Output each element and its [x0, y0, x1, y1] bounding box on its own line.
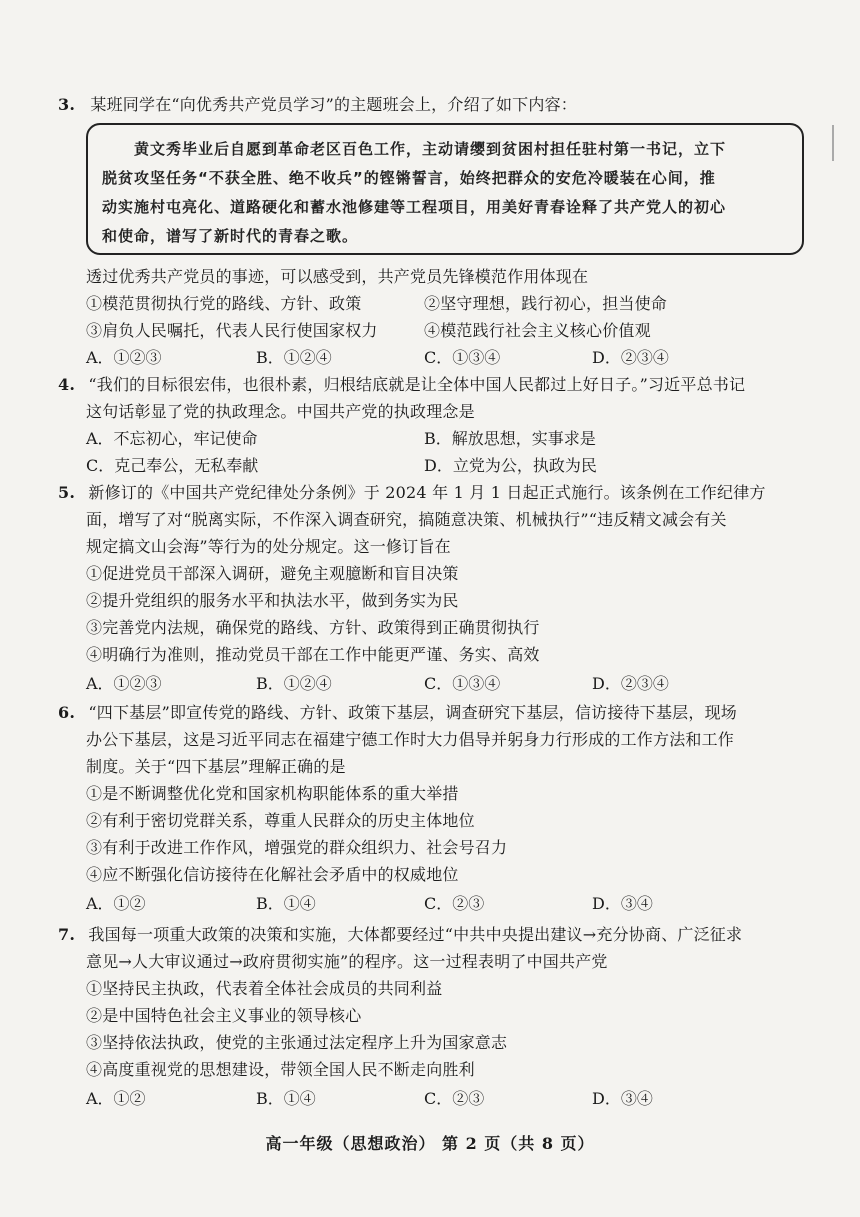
question-number: 4. [58, 375, 76, 394]
question-intro: 某班同学在“向优秀共产党员学习”的主题班会上，介绍了如下内容： [90, 95, 577, 114]
question-stem: 办公下基层，这是习近平同志在福建宁德工作时大力倡导并躬身力行形成的工作方法和工作 [86, 730, 735, 749]
statement-item: ④高度重视党的思想建设，带领全国人民不断走向胜利 [86, 1060, 475, 1079]
statement-item: ①促进党员干部深入调研，避免主观臆断和盲目决策 [86, 564, 459, 583]
question-3 [58, 94, 577, 116]
statement-item: ③有利于改进工作作风，增强党的群众组织力、社会号召力 [86, 838, 508, 857]
question-6 [58, 702, 737, 724]
answer-option-a[interactable]: A．不忘初心，牢记使命 [86, 429, 258, 448]
question-4 [58, 374, 745, 396]
question-number: 3. [58, 95, 76, 114]
question-stem: “四下基层”即宣传党的路线、方针、政策下基层，调查研究下基层，信访接待下基层，现场 [88, 703, 737, 722]
statement-item: ②提升党组织的服务水平和执法水平，做到务实为民 [86, 591, 459, 610]
answer-option-d[interactable]: D．③④ [592, 1089, 653, 1108]
statement-item: ①模范贯彻执行党的路线、方针、政策 [86, 294, 362, 313]
answer-option-b[interactable]: B．①④ [256, 1089, 316, 1108]
scan-mark [832, 125, 834, 161]
answer-option-a[interactable]: A．①② [86, 1089, 146, 1108]
answer-option-c[interactable]: C．克己奉公，无私奉献 [86, 456, 259, 475]
question-stem: 规定搞文山会海”等行为的处分规定。这一修订旨在 [86, 537, 451, 556]
statement-item: ③完善党内法规，确保党的路线、方针、政策得到正确贯彻执行 [86, 618, 540, 637]
material-line: 和使命，谱写了新时代的青春之歌。 [102, 227, 359, 245]
statement-item: ③肩负人民嘱托，代表人民行使国家权力 [86, 321, 378, 340]
question-number: 7. [58, 925, 76, 944]
question-stem: “我们的目标很宏伟，也很朴素，归根结底就是让全体中国人民都过上好日子。”习近平总书记 [88, 375, 746, 394]
answer-option-a[interactable]: A．①② [86, 894, 146, 913]
answer-option-b[interactable]: B．①④ [256, 894, 316, 913]
material-line: 脱贫攻坚任务“不获全胜、绝不收兵”的铿锵誓言，始终把群众的安危冷暖装在心间，推 [102, 169, 716, 187]
question-stem: 制度。关于“四下基层”理解正确的是 [86, 757, 346, 776]
page-footer: 高一年级（思想政治） 第 2 页（共 8 页） [265, 1134, 595, 1153]
answer-option-b[interactable]: B．解放思想，实事求是 [424, 429, 596, 448]
answer-option-c[interactable]: C．①③④ [424, 674, 501, 693]
answer-option-d[interactable]: D．立党为公，执政为民 [424, 456, 597, 475]
statement-item: ①坚持民主执政，代表着全体社会成员的共同利益 [86, 979, 443, 998]
question-stem: 新修订的《中国共产党纪律处分条例》于 2024 年 1 月 1 日起正式施行。该条例在工作纪律方 [88, 483, 766, 502]
question-stem: 透过优秀共产党员的事迹，可以感受到，共产党员先锋模范作用体现在 [86, 267, 589, 286]
answer-option-c[interactable]: C．②③ [424, 1089, 485, 1108]
answer-option-b[interactable]: B．①②④ [256, 674, 332, 693]
question-number: 6. [58, 703, 76, 722]
answer-option-a[interactable]: A．①②③ [86, 674, 162, 693]
answer-option-d[interactable]: D．②③④ [592, 674, 669, 693]
statement-item: ①是不断调整优化党和国家机构职能体系的重大举措 [86, 784, 459, 803]
question-number: 5. [58, 483, 76, 502]
question-5 [58, 482, 766, 504]
answer-option-c[interactable]: C．①③④ [424, 348, 501, 367]
question-stem: 意见→人大审议通过→政府贯彻实施”的程序。这一过程表明了中国共产党 [86, 952, 608, 971]
question-stem: 面，增写了对“脱离实际，不作深入调查研究，搞随意决策、机械执行”“违反精文减会有关 [86, 510, 727, 529]
statement-item: ④模范践行社会主义核心价值观 [424, 321, 651, 340]
material-line: 动实施村屯亮化、道路硬化和蓄水池修建等工程项目，用美好青春诠释了共产党人的初心 [102, 198, 727, 216]
answer-option-b[interactable]: B．①②④ [256, 348, 332, 367]
question-stem: 我国每一项重大政策的决策和实施，大体都要经过“中共中央提出建议→充分协商、广泛征求 [88, 925, 743, 944]
statement-item: ③坚持依法执政，使党的主张通过法定程序上升为国家意志 [86, 1033, 508, 1052]
statement-item: ④明确行为准则，推动党员干部在工作中能更严谨、务实、高效 [86, 645, 540, 664]
question-stem: 这句话彰显了党的执政理念。中国共产党的执政理念是 [86, 402, 475, 421]
answer-option-d[interactable]: D．③④ [592, 894, 653, 913]
answer-option-a[interactable]: A．①②③ [86, 348, 162, 367]
material-line: 黄文秀毕业后自愿到革命老区百色工作，主动请缨到贫困村担任驻村第一书记，立下 [134, 140, 727, 158]
question-7 [58, 924, 742, 946]
statement-item: ②是中国特色社会主义事业的领导核心 [86, 1006, 362, 1025]
statement-item: ②坚守理想，践行初心，担当使命 [424, 294, 668, 313]
statement-item: ④应不断强化信访接待在化解社会矛盾中的权威地位 [86, 865, 459, 884]
statement-item: ②有利于密切党群关系，尊重人民群众的历史主体地位 [86, 811, 475, 830]
answer-option-d[interactable]: D．②③④ [592, 348, 669, 367]
answer-option-c[interactable]: C．②③ [424, 894, 485, 913]
